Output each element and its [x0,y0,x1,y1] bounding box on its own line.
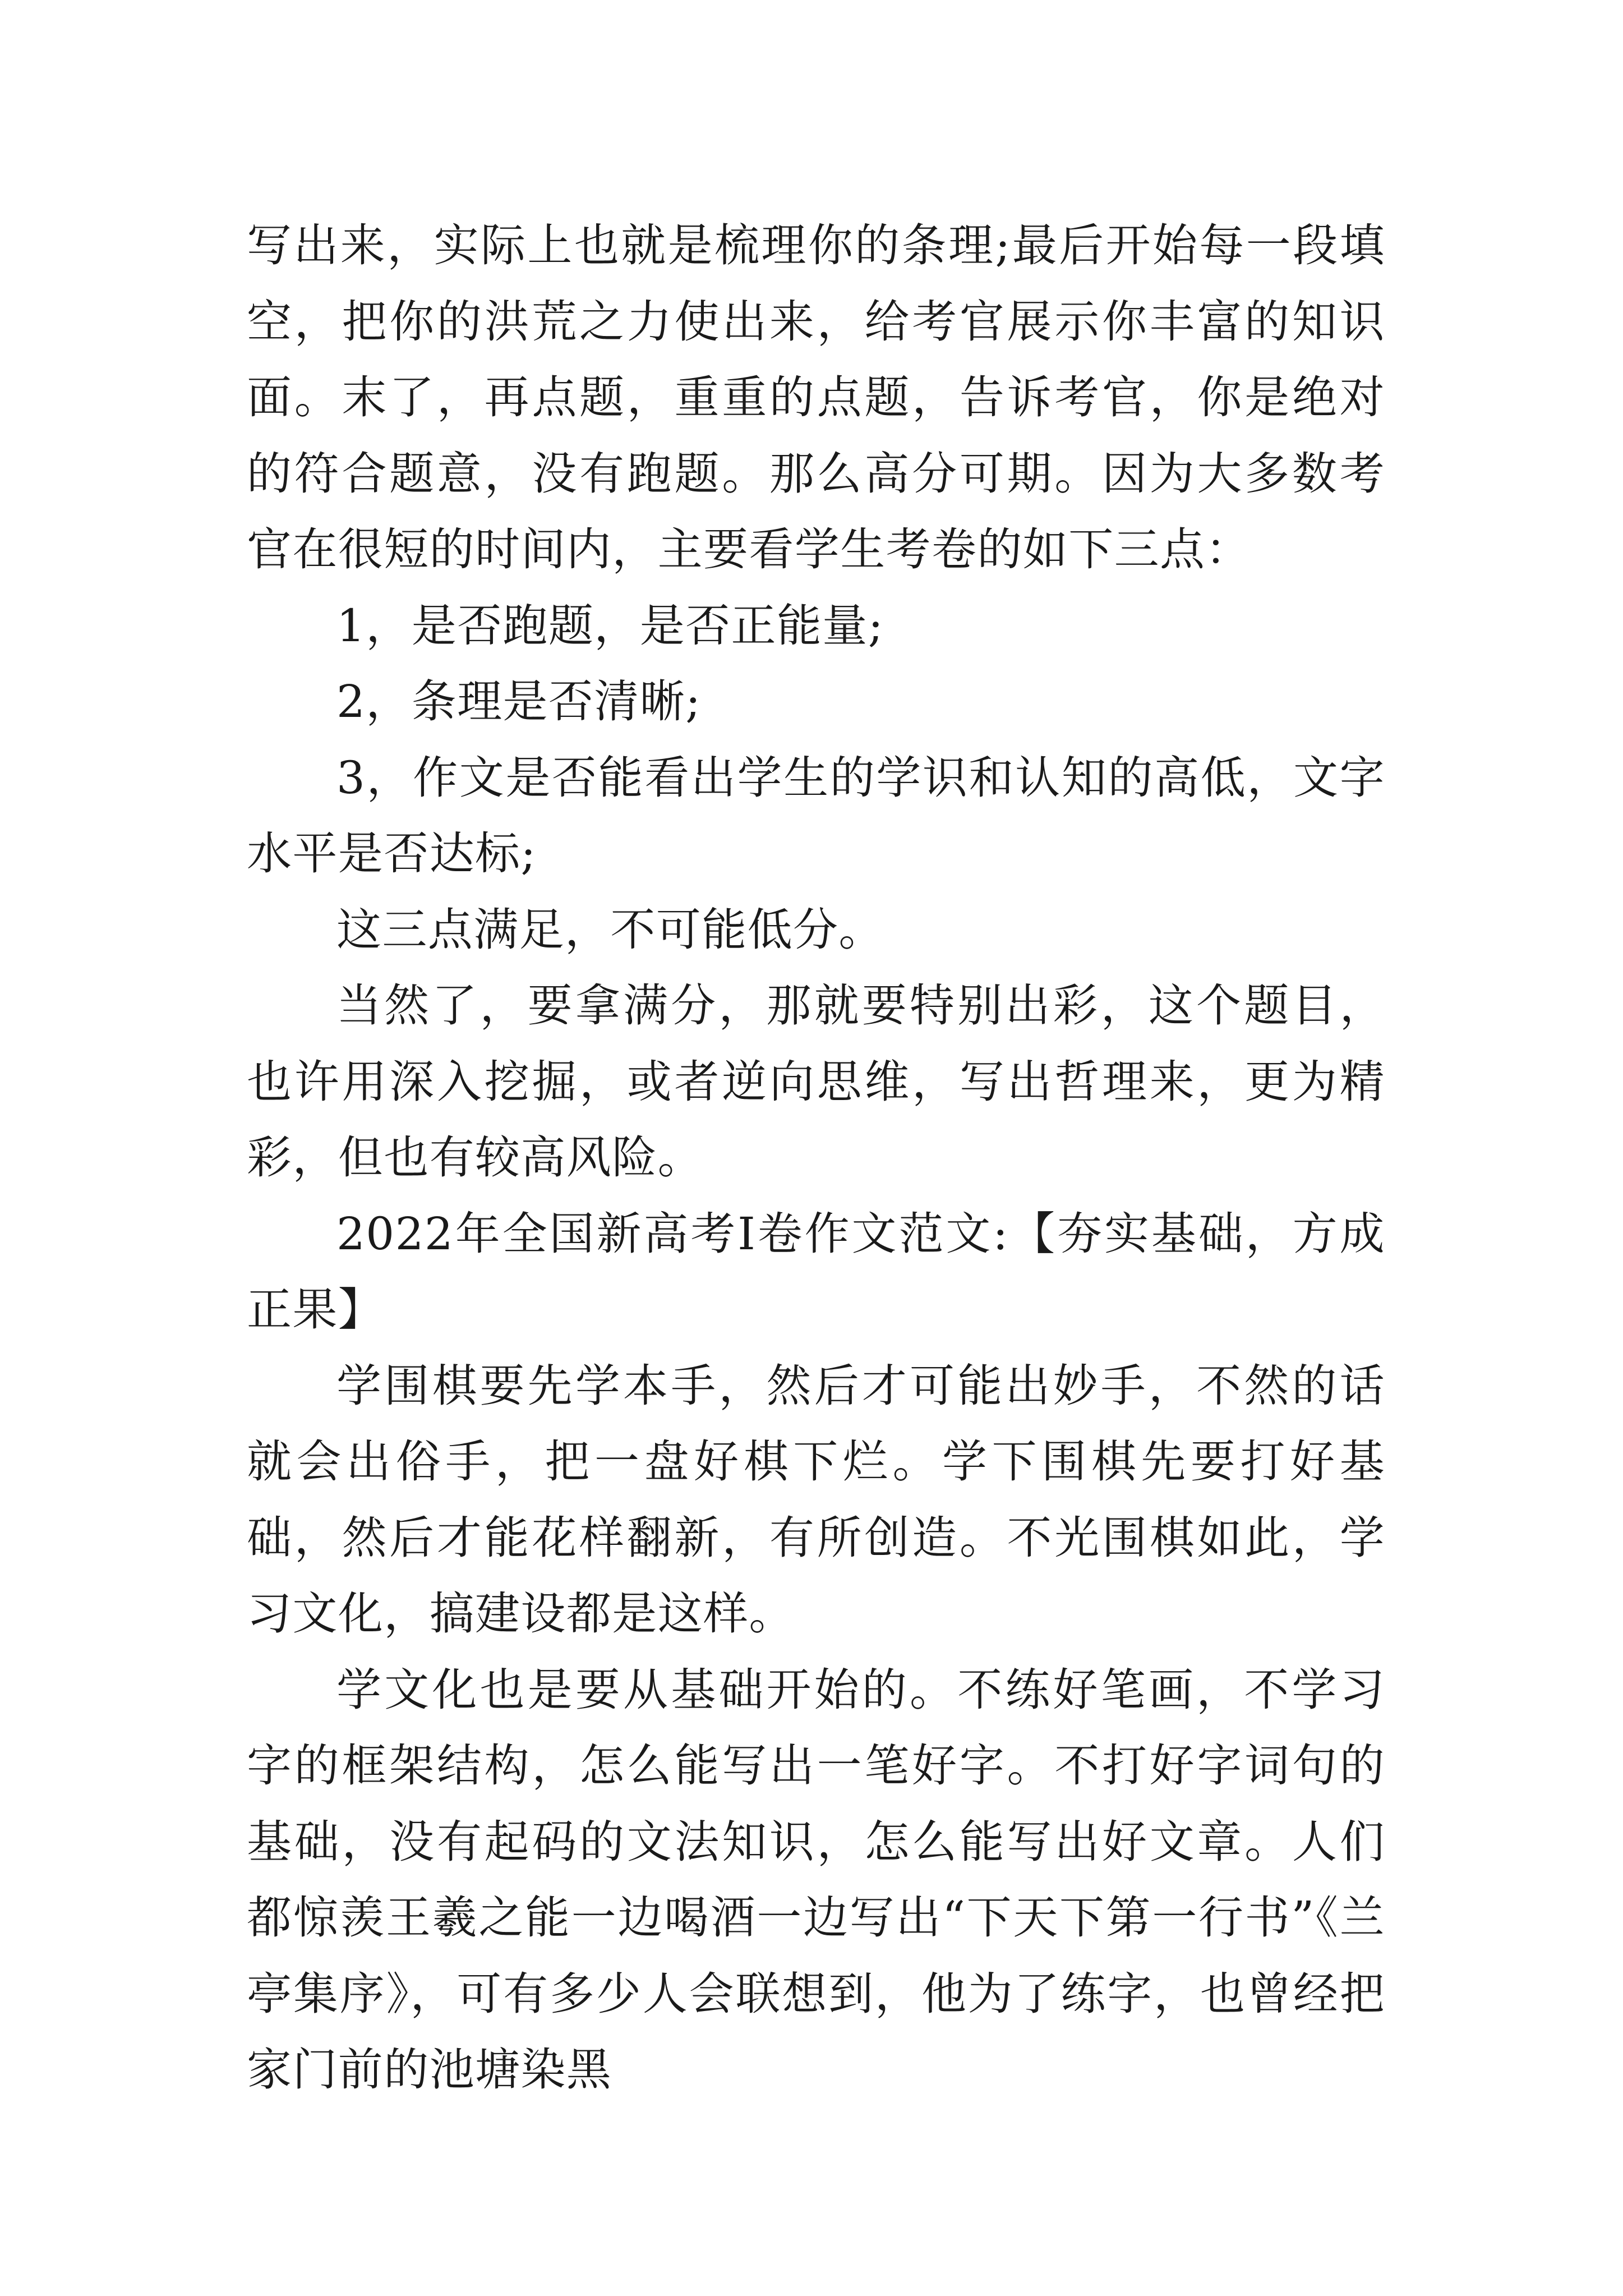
document-body [247,208,1385,2108]
paragraph-2: 1，是否跑题，是否正能量; [336,599,884,652]
paragraph-3: 2，条理是否清晰; [336,675,702,728]
paragraph-8: 学围棋要先学本手，然后才可能出妙手，不然的话就会出俗手，把一盘好棋下烂。学下围棋先要打好基础，然后才能花样翻新，有所创造。不光围棋如此，学习文化，搞建设都是这样。 [247,1359,1385,1640]
paragraph-1: 写出来，实际上也就是梳理你的条理;最后开始每一段填空，把你的洪荒之力使出来，给考官展示你丰富的知识面。末了，再点题，重重的点题，告诉考官，你是绝对的符合题意，没有跑题。那么高分可期。因为大多数考官在很短的时间内，主要看学生考卷的如下三点： [247,219,1385,576]
essay-title: 2022年全国新高考Ⅰ卷作文范文:【夯实基础，方成正果】 [247,1207,1385,1336]
paragraph-5: 这三点满足，不可能低分。 [336,903,884,956]
paragraph-9: 学文化也是要从基础开始的。不练好笔画，不学习字的框架结构，怎么能写出一笔好字。不打好字词句的基础，没有起码的文法知识，怎么能写出好文章。人们都惊羡王羲之能一边喝酒一边写出“下天下第一行书”《兰亭集序》，可有多少人会联想到，他为了练字，也曾经把家门前的池塘染黑 [247,1663,1385,2096]
paragraph-6: 当然了，要拿满分，那就要特别出彩，这个题目，也许用深入挖掘，或者逆向思维，写出哲理来，更为精彩，但也有较高风险。 [247,979,1385,1184]
paragraph-4: 3，作文是否能看出学生的学识和认知的高低，文字水平是否达标; [247,751,1385,880]
